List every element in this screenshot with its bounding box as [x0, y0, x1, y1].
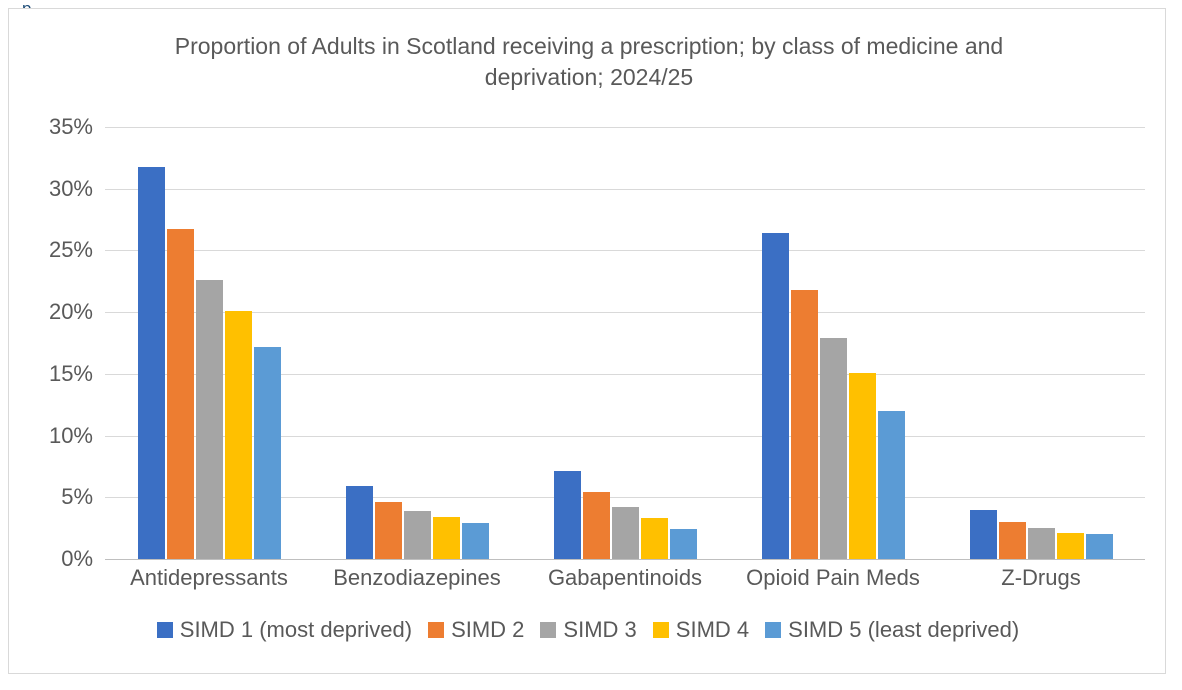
chart-legend — [9, 617, 1167, 643]
bar — [999, 522, 1026, 559]
legend-label: SIMD 3 — [563, 617, 637, 642]
y-axis-tick-label: 0% — [61, 546, 93, 571]
y-axis-tick-label: 10% — [48, 422, 93, 448]
legend-label: SIMD 1 (most deprived) — [179, 617, 413, 642]
bar — [138, 167, 165, 560]
bar — [462, 523, 489, 559]
y-axis-tick-label: 5% — [61, 484, 93, 510]
y-axis-tick-label: 35% — [48, 114, 93, 139]
legend-label: SIMD 5 (least deprived) — [788, 617, 1020, 642]
bar — [1086, 534, 1113, 559]
bar — [346, 486, 373, 559]
bar — [970, 510, 997, 559]
bar — [433, 517, 460, 559]
x-axis-tick-label: Antidepressants — [130, 565, 288, 590]
bar-group — [134, 127, 284, 559]
plot-area — [105, 127, 1145, 559]
legend-item[interactable] — [765, 617, 1019, 643]
bar — [167, 229, 194, 559]
chart-frame — [8, 8, 1166, 674]
bar — [820, 338, 847, 559]
bar — [641, 518, 668, 559]
bar-group — [966, 127, 1116, 559]
bar — [1057, 533, 1084, 559]
bar — [670, 529, 697, 559]
bar — [404, 511, 431, 559]
legend-item[interactable] — [428, 617, 524, 643]
legend-item[interactable] — [540, 617, 636, 643]
bar-group — [758, 127, 908, 559]
partial-heading-text — [22, 0, 222, 6]
legend-swatch-icon — [157, 622, 173, 638]
bar — [791, 290, 818, 559]
legend-item[interactable] — [157, 617, 412, 643]
bar-group — [550, 127, 700, 559]
x-axis-line — [105, 559, 1145, 560]
x-axis-tick-label: Z-Drugs — [1001, 565, 1081, 590]
bar — [554, 471, 581, 559]
bar — [196, 280, 223, 559]
bar — [1028, 528, 1055, 559]
legend-swatch-icon — [540, 622, 556, 638]
legend-label: SIMD 4 — [675, 617, 750, 642]
legend-swatch-icon — [653, 622, 669, 638]
y-axis-tick-label: 15% — [48, 360, 93, 386]
legend-swatch-icon — [428, 622, 444, 638]
bar — [612, 507, 639, 559]
bar-group — [342, 127, 492, 559]
y-axis-tick-label: 20% — [48, 299, 93, 325]
bar — [375, 502, 402, 559]
x-axis-tick-label: Gabapentinoids — [547, 565, 703, 590]
legend-item[interactable] — [653, 617, 749, 643]
bar — [225, 311, 252, 559]
x-axis-tick-label: Opioid Pain Meds — [746, 565, 920, 590]
bar — [878, 411, 905, 559]
legend-label: SIMD 2 — [451, 617, 525, 642]
bar — [254, 347, 281, 559]
bar — [849, 373, 876, 559]
y-axis-tick-label: 30% — [48, 175, 93, 201]
bar — [583, 492, 610, 559]
y-axis-tick-label: 25% — [48, 237, 93, 263]
legend-swatch-icon — [765, 622, 781, 638]
x-axis-tick-label: Benzodiazepines — [333, 565, 501, 590]
chart-title: Proportion of Adults in Scotland receiving a prescription; by class of medicine and deprivation; 2024/25 — [174, 33, 1004, 90]
x-axis-category-labels — [105, 565, 1145, 599]
bar — [762, 233, 789, 559]
